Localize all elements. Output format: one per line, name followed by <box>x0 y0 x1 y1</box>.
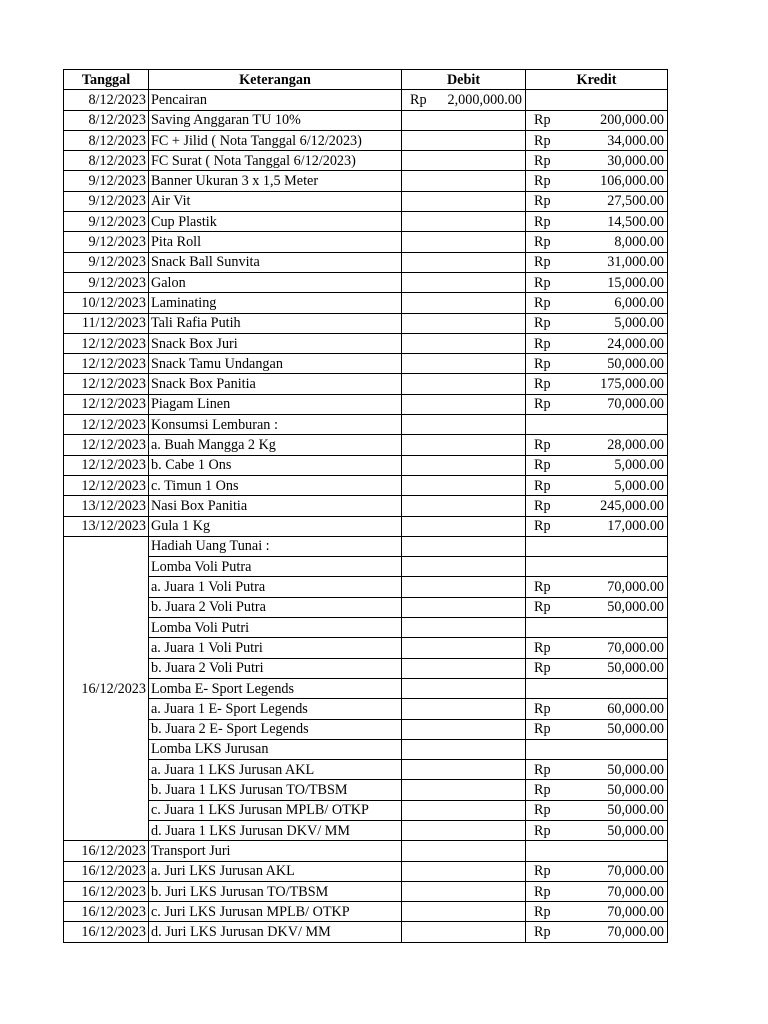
amount-value: 31,000.00 <box>607 254 664 271</box>
table-row <box>64 232 668 252</box>
table-row <box>64 820 668 840</box>
description-cell: Hadiah Uang Tunai : <box>149 536 402 556</box>
currency-label: Rp <box>534 497 551 514</box>
date-cell: 12/12/2023 <box>64 374 149 394</box>
kredit-cell <box>526 577 668 597</box>
kredit-cell <box>526 252 668 272</box>
debit-cell <box>402 699 526 719</box>
table-row <box>64 90 668 110</box>
kredit-cell <box>526 435 668 455</box>
description-cell: Tali Rafia Putih <box>149 313 402 333</box>
date-cell: 9/12/2023 <box>64 212 149 232</box>
currency-label: Rp <box>534 822 551 839</box>
currency-label: Rp <box>534 721 551 738</box>
header-row <box>64 70 668 90</box>
currency-label: Rp <box>534 396 551 413</box>
date-cell: 12/12/2023 <box>64 435 149 455</box>
description-cell: Lomba Voli Putri <box>149 618 402 638</box>
date-cell: 13/12/2023 <box>64 516 149 536</box>
header-keterangan: Keterangan <box>149 70 402 90</box>
kredit-cell <box>526 881 668 901</box>
debit-cell <box>402 171 526 191</box>
table-row <box>64 557 668 577</box>
currency-label: Rp <box>534 112 551 129</box>
debit-cell <box>402 922 526 942</box>
debit-cell <box>402 90 526 110</box>
amount-value: 50,000.00 <box>607 802 664 819</box>
amount-value: 70,000.00 <box>607 639 664 656</box>
kredit-cell <box>526 90 668 110</box>
kredit-cell <box>526 699 668 719</box>
amount-value: 70,000.00 <box>607 863 664 880</box>
kredit-cell <box>526 557 668 577</box>
description-cell: Lomba Voli Putra <box>149 557 402 577</box>
table-row <box>64 496 668 516</box>
debit-cell <box>402 191 526 211</box>
debit-cell <box>402 760 526 780</box>
currency-label: Rp <box>534 761 551 778</box>
kredit-cell <box>526 293 668 313</box>
amount-value: 200,000.00 <box>600 112 664 129</box>
date-cell: 16/12/2023 <box>64 922 149 942</box>
debit-cell <box>402 739 526 759</box>
table-row <box>64 110 668 130</box>
description-cell: b. Juara 2 Voli Putra <box>149 597 402 617</box>
date-cell: 9/12/2023 <box>64 232 149 252</box>
amount-value: 50,000.00 <box>607 761 664 778</box>
amount-value: 50,000.00 <box>607 782 664 799</box>
currency-label: Rp <box>534 294 551 311</box>
table-row <box>64 739 668 759</box>
currency-label: Rp <box>534 132 551 149</box>
description-cell: Pita Roll <box>149 232 402 252</box>
header-kredit: Kredit <box>526 70 668 90</box>
description-cell: b. Juara 2 Voli Putri <box>149 658 402 678</box>
table-row <box>64 272 668 292</box>
currency-label: Rp <box>534 376 551 393</box>
amount-value: 50,000.00 <box>607 599 664 616</box>
description-cell: Snack Ball Sunvita <box>149 252 402 272</box>
table-row <box>64 800 668 820</box>
table-row <box>64 638 668 658</box>
amount-value: 106,000.00 <box>600 173 664 190</box>
debit-cell <box>402 536 526 556</box>
description-cell: Snack Tamu Undangan <box>149 354 402 374</box>
kredit-cell <box>526 861 668 881</box>
debit-cell <box>402 902 526 922</box>
debit-cell <box>402 252 526 272</box>
debit-cell <box>402 719 526 739</box>
kredit-cell <box>526 760 668 780</box>
debit-cell <box>402 435 526 455</box>
currency-label: Rp <box>534 315 551 332</box>
table-row <box>64 293 668 313</box>
description-cell: b. Cabe 1 Ons <box>149 455 402 475</box>
table-row <box>64 415 668 435</box>
table-row <box>64 719 668 739</box>
currency-label: Rp <box>534 254 551 271</box>
currency-label: Rp <box>534 639 551 656</box>
currency-label: Rp <box>534 782 551 799</box>
table-row <box>64 354 668 374</box>
description-cell: a. Juri LKS Jurusan AKL <box>149 861 402 881</box>
debit-cell <box>402 557 526 577</box>
amount-value: 50,000.00 <box>607 721 664 738</box>
currency-label: Rp <box>534 863 551 880</box>
amount-value: 245,000.00 <box>600 497 664 514</box>
currency-label: Rp <box>534 477 551 494</box>
table-row <box>64 212 668 232</box>
date-cell: 9/12/2023 <box>64 272 149 292</box>
description-cell: c. Juri LKS Jurusan MPLB/ OTKP <box>149 902 402 922</box>
currency-label: Rp <box>534 234 551 251</box>
kredit-cell <box>526 415 668 435</box>
debit-cell <box>402 374 526 394</box>
amount-value: 70,000.00 <box>607 579 664 596</box>
debit-cell <box>402 780 526 800</box>
description-cell: Air Vit <box>149 191 402 211</box>
table-row <box>64 171 668 191</box>
table-row <box>64 435 668 455</box>
debit-cell <box>402 293 526 313</box>
currency-label: Rp <box>534 802 551 819</box>
date-cell: 8/12/2023 <box>64 90 149 110</box>
table-row <box>64 313 668 333</box>
kredit-cell <box>526 820 668 840</box>
description-cell: a. Juara 1 E- Sport Legends <box>149 699 402 719</box>
table-row <box>64 922 668 942</box>
kredit-cell <box>526 658 668 678</box>
kredit-cell <box>526 536 668 556</box>
debit-cell <box>402 841 526 861</box>
header-debit: Debit <box>402 70 526 90</box>
amount-value: 2,000,000.00 <box>447 91 522 108</box>
description-cell: Lomba LKS Jurusan <box>149 739 402 759</box>
description-cell: Konsumsi Lemburan : <box>149 415 402 435</box>
table-row <box>64 597 668 617</box>
amount-value: 50,000.00 <box>607 355 664 372</box>
debit-cell <box>402 313 526 333</box>
date-cell: 8/12/2023 <box>64 151 149 171</box>
currency-label: Rp <box>534 152 551 169</box>
debit-cell <box>402 212 526 232</box>
debit-cell <box>402 110 526 130</box>
kredit-cell <box>526 151 668 171</box>
currency-label: Rp <box>410 91 427 108</box>
description-cell: a. Buah Mangga 2 Kg <box>149 435 402 455</box>
debit-cell <box>402 333 526 353</box>
currency-label: Rp <box>534 903 551 920</box>
description-cell: a. Juara 1 Voli Putri <box>149 638 402 658</box>
table-row <box>64 902 668 922</box>
amount-value: 5,000.00 <box>614 315 664 332</box>
kredit-cell <box>526 374 668 394</box>
kredit-cell <box>526 191 668 211</box>
kredit-cell <box>526 841 668 861</box>
kredit-cell <box>526 618 668 638</box>
description-cell: Lomba E- Sport Legends <box>149 678 402 698</box>
currency-label: Rp <box>534 193 551 210</box>
kredit-cell <box>526 719 668 739</box>
amount-value: 30,000.00 <box>607 152 664 169</box>
amount-value: 50,000.00 <box>607 822 664 839</box>
debit-cell <box>402 496 526 516</box>
table-row <box>64 760 668 780</box>
kredit-cell <box>526 800 668 820</box>
debit-cell <box>402 455 526 475</box>
debit-cell <box>402 394 526 414</box>
kredit-cell <box>526 475 668 495</box>
ledger-table <box>63 69 668 943</box>
date-cell: 10/12/2023 <box>64 293 149 313</box>
date-cell: 13/12/2023 <box>64 496 149 516</box>
table-row <box>64 516 668 536</box>
date-cell: 16/12/2023 <box>64 881 149 901</box>
debit-cell <box>402 597 526 617</box>
currency-label: Rp <box>534 700 551 717</box>
header-tanggal: Tanggal <box>64 70 149 90</box>
debit-cell <box>402 861 526 881</box>
ledger-body <box>64 90 668 942</box>
debit-cell <box>402 516 526 536</box>
kredit-cell <box>526 516 668 536</box>
kredit-cell <box>526 638 668 658</box>
date-cell: 16/12/2023 <box>64 861 149 881</box>
currency-label: Rp <box>534 457 551 474</box>
currency-label: Rp <box>534 660 551 677</box>
table-row <box>64 780 668 800</box>
kredit-cell <box>526 110 668 130</box>
description-cell: Pencairan <box>149 90 402 110</box>
debit-cell <box>402 415 526 435</box>
table-row <box>64 252 668 272</box>
description-cell: b. Juara 1 LKS Jurusan TO/TBSM <box>149 780 402 800</box>
description-cell: d. Juara 1 LKS Jurusan DKV/ MM <box>149 820 402 840</box>
description-cell: b. Juara 2 E- Sport Legends <box>149 719 402 739</box>
table-row <box>64 151 668 171</box>
table-row <box>64 861 668 881</box>
currency-label: Rp <box>534 924 551 941</box>
table-row <box>64 374 668 394</box>
amount-value: 70,000.00 <box>607 396 664 413</box>
amount-value: 8,000.00 <box>614 234 664 251</box>
date-cell: 9/12/2023 <box>64 252 149 272</box>
currency-label: Rp <box>534 355 551 372</box>
amount-value: 15,000.00 <box>607 274 664 291</box>
amount-value: 50,000.00 <box>607 660 664 677</box>
currency-label: Rp <box>534 213 551 230</box>
currency-label: Rp <box>534 335 551 352</box>
description-cell: Transport Juri <box>149 841 402 861</box>
debit-cell <box>402 475 526 495</box>
kredit-cell <box>526 902 668 922</box>
table-row <box>64 841 668 861</box>
date-cell: 16/12/2023 <box>64 841 149 861</box>
debit-cell <box>402 820 526 840</box>
kredit-cell <box>526 678 668 698</box>
debit-cell <box>402 151 526 171</box>
amount-value: 5,000.00 <box>614 457 664 474</box>
description-cell: Cup Plastik <box>149 212 402 232</box>
debit-cell <box>402 354 526 374</box>
description-cell: a. Juara 1 Voli Putra <box>149 577 402 597</box>
kredit-cell <box>526 496 668 516</box>
description-cell: FC Surat ( Nota Tanggal 6/12/2023) <box>149 151 402 171</box>
table-row <box>64 191 668 211</box>
table-row <box>64 699 668 719</box>
description-cell: Laminating <box>149 293 402 313</box>
description-cell: Snack Box Panitia <box>149 374 402 394</box>
date-cell: 12/12/2023 <box>64 354 149 374</box>
kredit-cell <box>526 232 668 252</box>
debit-cell <box>402 130 526 150</box>
debit-cell <box>402 272 526 292</box>
amount-value: 70,000.00 <box>607 924 664 941</box>
kredit-cell <box>526 597 668 617</box>
debit-cell <box>402 577 526 597</box>
amount-value: 28,000.00 <box>607 436 664 453</box>
amount-value: 14,500.00 <box>607 213 664 230</box>
kredit-cell <box>526 780 668 800</box>
table-row <box>64 618 668 638</box>
amount-value: 60,000.00 <box>607 700 664 717</box>
description-cell: c. Timun 1 Ons <box>149 475 402 495</box>
currency-label: Rp <box>534 599 551 616</box>
amount-value: 24,000.00 <box>607 335 664 352</box>
table-row <box>64 577 668 597</box>
table-row <box>64 881 668 901</box>
amount-value: 70,000.00 <box>607 903 664 920</box>
date-cell: 12/12/2023 <box>64 455 149 475</box>
date-cell: 11/12/2023 <box>64 313 149 333</box>
description-cell: Galon <box>149 272 402 292</box>
kredit-cell <box>526 171 668 191</box>
table-row <box>64 678 668 698</box>
date-cell: 16/12/2023 <box>64 902 149 922</box>
debit-cell <box>402 800 526 820</box>
date-cell: 9/12/2023 <box>64 171 149 191</box>
debit-cell <box>402 678 526 698</box>
currency-label: Rp <box>534 518 551 535</box>
amount-value: 70,000.00 <box>607 883 664 900</box>
kredit-cell <box>526 272 668 292</box>
kredit-cell <box>526 394 668 414</box>
description-cell: a. Juara 1 LKS Jurusan AKL <box>149 760 402 780</box>
table-row <box>64 475 668 495</box>
table-row <box>64 536 668 556</box>
table-row <box>64 130 668 150</box>
currency-label: Rp <box>534 883 551 900</box>
description-cell: Gula 1 Kg <box>149 516 402 536</box>
description-cell: Nasi Box Panitia <box>149 496 402 516</box>
amount-value: 17,000.00 <box>607 518 664 535</box>
date-cell: 12/12/2023 <box>64 475 149 495</box>
description-cell: Snack Box Juri <box>149 333 402 353</box>
kredit-cell <box>526 354 668 374</box>
amount-value: 5,000.00 <box>614 477 664 494</box>
amount-value: 175,000.00 <box>600 376 664 393</box>
description-cell: Piagam Linen <box>149 394 402 414</box>
currency-label: Rp <box>534 579 551 596</box>
currency-label: Rp <box>534 274 551 291</box>
description-cell: Banner Ukuran 3 x 1,5 Meter <box>149 171 402 191</box>
kredit-cell <box>526 130 668 150</box>
debit-cell <box>402 618 526 638</box>
kredit-cell <box>526 212 668 232</box>
table-row <box>64 658 668 678</box>
kredit-cell <box>526 333 668 353</box>
kredit-cell <box>526 455 668 475</box>
debit-cell <box>402 232 526 252</box>
kredit-cell <box>526 922 668 942</box>
description-cell: d. Juri LKS Jurusan DKV/ MM <box>149 922 402 942</box>
description-cell: b. Juri LKS Jurusan TO/TBSM <box>149 881 402 901</box>
date-cell: 9/12/2023 <box>64 191 149 211</box>
amount-value: 34,000.00 <box>607 132 664 149</box>
amount-value: 27,500.00 <box>607 193 664 210</box>
description-cell: FC + Jilid ( Nota Tanggal 6/12/2023) <box>149 130 402 150</box>
kredit-cell <box>526 739 668 759</box>
currency-label: Rp <box>534 436 551 453</box>
debit-cell <box>402 658 526 678</box>
table-row <box>64 333 668 353</box>
date-cell: 8/12/2023 <box>64 110 149 130</box>
date-cell: 12/12/2023 <box>64 415 149 435</box>
debit-cell <box>402 881 526 901</box>
table-row <box>64 455 668 475</box>
kredit-cell <box>526 313 668 333</box>
table-row <box>64 394 668 414</box>
date-cell: 12/12/2023 <box>64 333 149 353</box>
currency-label: Rp <box>534 173 551 190</box>
description-cell: c. Juara 1 LKS Jurusan MPLB/ OTKP <box>149 800 402 820</box>
description-cell: Saving Anggaran TU 10% <box>149 110 402 130</box>
date-cell: 16/12/2023 <box>64 536 149 840</box>
date-cell: 8/12/2023 <box>64 130 149 150</box>
debit-cell <box>402 638 526 658</box>
amount-value: 6,000.00 <box>614 294 664 311</box>
date-cell: 12/12/2023 <box>64 394 149 414</box>
